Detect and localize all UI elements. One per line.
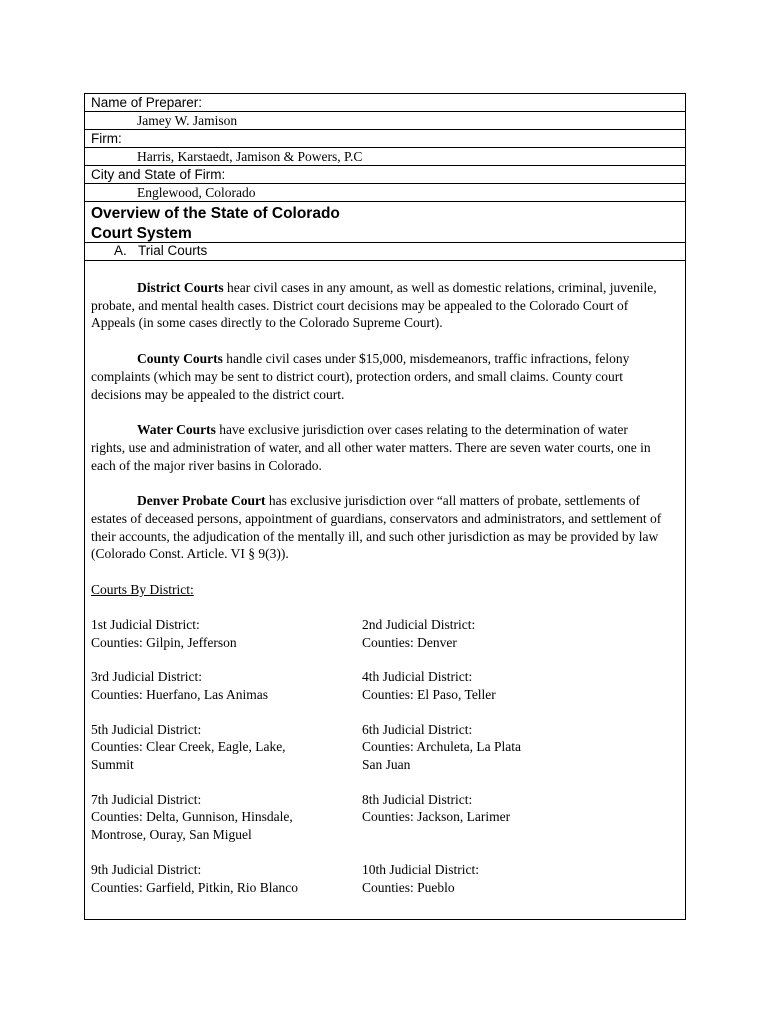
district-counties: Counties: Archuleta, La Plata xyxy=(362,739,521,755)
term: Water Courts xyxy=(137,422,216,438)
paragraph-county-courts xyxy=(91,350,665,403)
paragraph-text: hear civil cases in any amount, as well as domestic relations, criminal, juvenile, probate, and mental health cases. District court decisions may be appealed to the Colorado Court of Appeals (in some cases directly to the Colorado Supreme Court). xyxy=(91,280,657,331)
district-counties-continued: Summit xyxy=(91,757,134,773)
paragraph-denver-probate-court xyxy=(91,492,665,563)
term: County Courts xyxy=(137,351,223,367)
district-counties: Counties: Pueblo xyxy=(362,879,455,895)
district-counties: Counties: Garfield, Pitkin, Rio Blanco xyxy=(91,879,298,895)
district-counties: Counties: Denver xyxy=(362,634,457,650)
district-counties: Counties: Huerfano, Las Animas xyxy=(91,686,268,702)
district-name: 7th Judicial District: xyxy=(91,791,202,807)
district-10 xyxy=(362,861,662,896)
paragraph-water-courts xyxy=(91,421,665,474)
firm-label: Firm: xyxy=(85,130,685,148)
district-counties: Counties: Gilpin, Jefferson xyxy=(91,634,237,650)
district-9 xyxy=(91,861,362,896)
firm-value: Harris, Karstaedt, Jamison & Powers, P.C xyxy=(85,148,685,166)
district-name: 2nd Judicial District: xyxy=(362,616,476,632)
paragraph-text: have exclusive jurisdiction over cases relating to the determination of water rights, use and administration of water, and all other water matters. There are seven water courts, one in each of the major river basins in Colorado. xyxy=(91,422,651,473)
district-counties: Counties: Clear Creek, Eagle, Lake, xyxy=(91,739,286,755)
district-name: 10th Judicial District: xyxy=(362,861,479,877)
preparer-value: Jamey W. Jamison xyxy=(85,112,685,130)
district-counties: Counties: Jackson, Larimer xyxy=(362,809,511,825)
section-heading xyxy=(85,243,685,261)
title-line-1: Overview of the State of Colorado xyxy=(91,205,340,222)
city-label: City and State of Firm: xyxy=(85,166,685,184)
district-6 xyxy=(362,721,662,774)
district-5 xyxy=(91,721,362,774)
district-1 xyxy=(91,616,362,651)
districts-grid xyxy=(91,616,665,896)
section-label: Trial Courts xyxy=(138,243,208,258)
courts-by-district-heading: Courts By District: xyxy=(91,582,194,598)
title-line-2: Court System xyxy=(91,225,192,242)
term: Denver Probate Court xyxy=(137,493,266,509)
term: District Courts xyxy=(137,280,224,295)
district-8 xyxy=(362,791,662,844)
district-counties-continued: Montrose, Ouray, San Miguel xyxy=(91,827,252,843)
paragraph-text: handle civil cases under $15,000, misdemeanors, traffic infractions, felony complaints (which may be sent to district court), protection orders, and small claims. County court decisions may be appealed to the district court. xyxy=(91,351,630,402)
district-4 xyxy=(362,668,662,703)
court-overview-form xyxy=(84,93,686,920)
district-counties: Counties: El Paso, Teller xyxy=(362,686,496,702)
document-title xyxy=(85,202,685,243)
district-name: 1st Judicial District: xyxy=(91,616,200,632)
content-area xyxy=(85,261,685,920)
district-name: 5th Judicial District: xyxy=(91,721,202,737)
district-name: 6th Judicial District: xyxy=(362,721,473,737)
paragraph-district-courts xyxy=(91,279,665,332)
city-value: Englewood, Colorado xyxy=(85,184,685,202)
district-3 xyxy=(91,668,362,703)
district-7 xyxy=(91,791,362,844)
paragraph-text: has exclusive jurisdiction over “all matters of probate, settlements of estates of deceased persons, appointment of guardians, conservators and administrators, and settlement of their accounts, the adjudication of the mentally ill, and such other jurisdiction as may be provided by law (Colorado Const. Article. VI § 9(3)). xyxy=(91,493,662,562)
district-name: 9th Judicial District: xyxy=(91,861,202,877)
preparer-label: Name of Preparer: xyxy=(85,94,685,112)
section-letter: A. xyxy=(114,243,127,258)
district-name: 8th Judicial District: xyxy=(362,791,473,807)
district-2 xyxy=(362,616,662,651)
district-counties-continued: San Juan xyxy=(362,757,411,773)
district-name: 4th Judicial District: xyxy=(362,669,473,685)
district-name: 3rd Judicial District: xyxy=(91,669,202,685)
district-counties: Counties: Delta, Gunnison, Hinsdale, xyxy=(91,809,293,825)
